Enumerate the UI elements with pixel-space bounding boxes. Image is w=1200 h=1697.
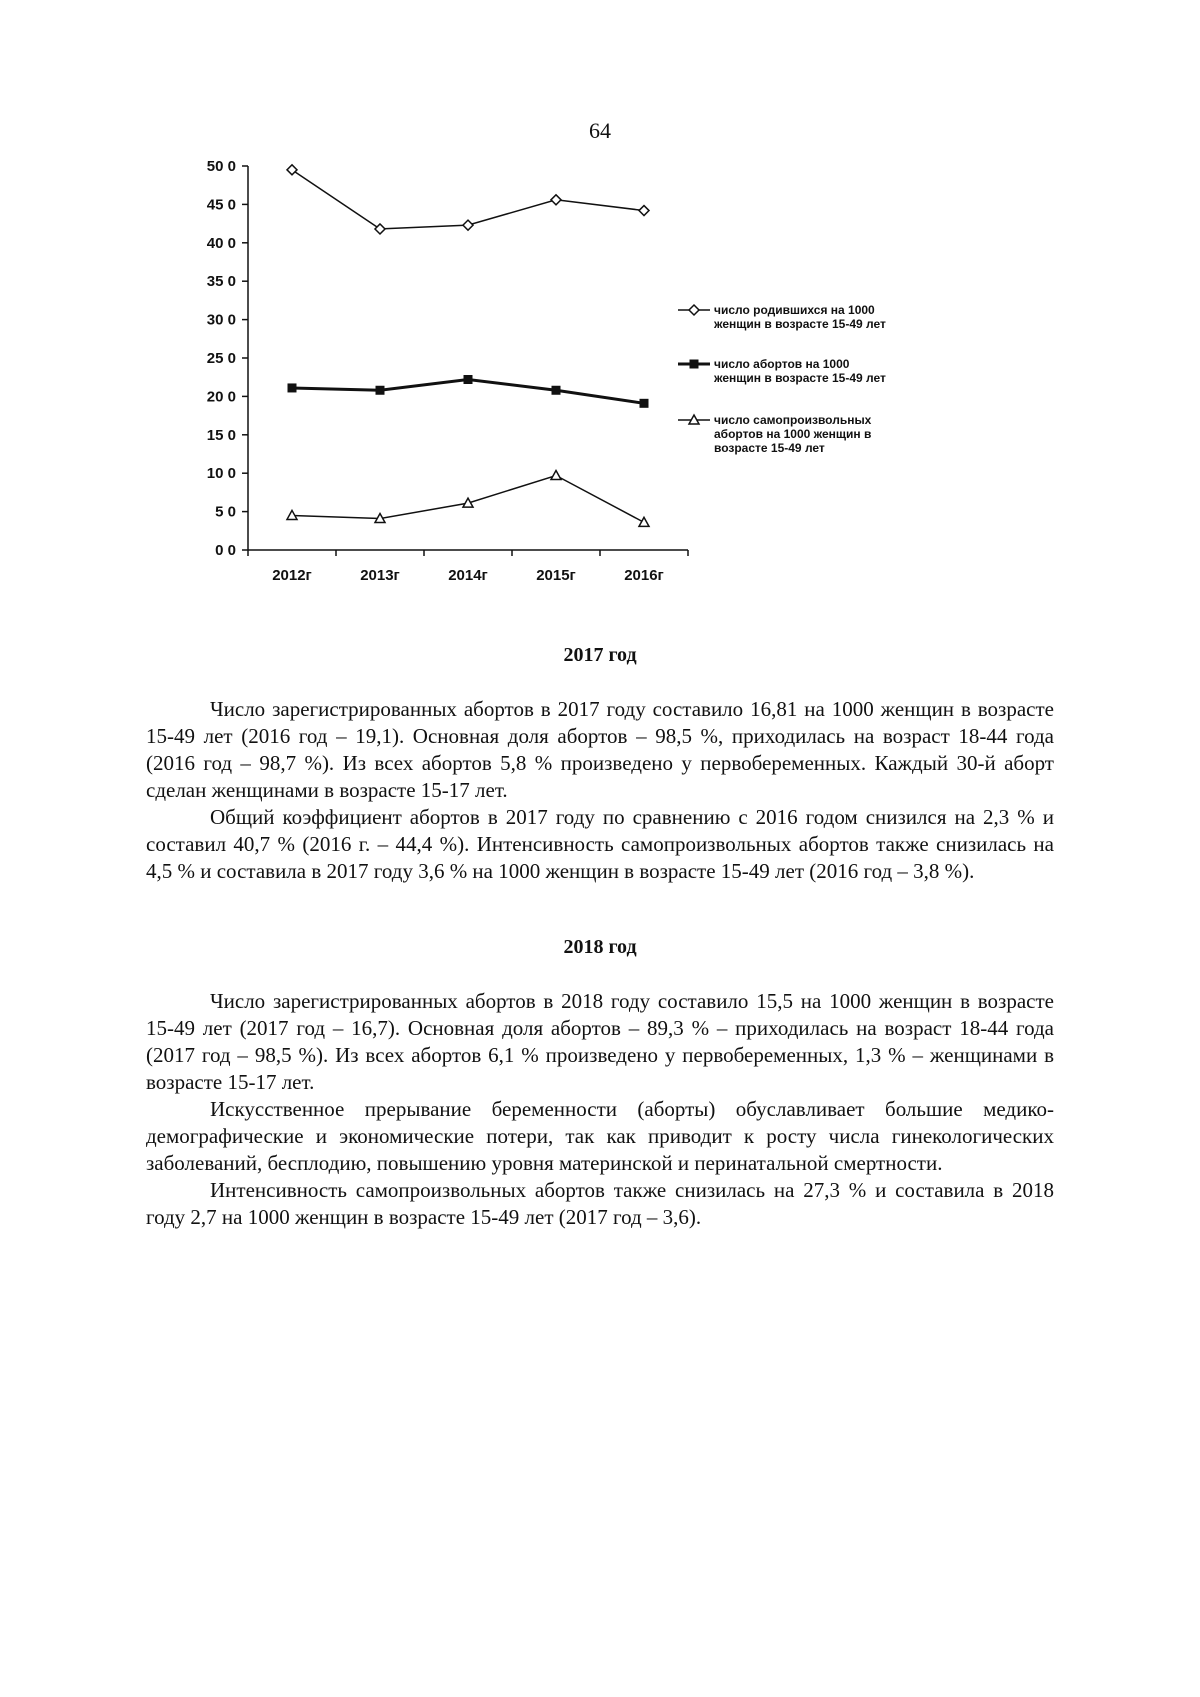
legend-label: абортов на 1000 женщин в [714, 427, 872, 441]
section-body-2018 [146, 988, 1054, 1231]
y-tick-label: 30 0 [206, 311, 236, 329]
x-tick-label: 2016г [624, 567, 664, 584]
x-tick-label: 2012г [272, 567, 312, 584]
legend-label: женщин в возрасте 15-49 лет [714, 371, 886, 385]
paragraph: Искусственное прерывание беременности (аборты) обуславливает большие медико-демографические и экономические потери, так как приводит к росту числа гинекологических заболеваний, бесплодию, повышению уровня материнской и перинатальной смертности. [146, 1097, 1054, 1175]
data-point [551, 195, 561, 205]
y-tick-label: 15 0 [206, 426, 236, 444]
data-point [288, 384, 296, 392]
y-tick-label: 0 0 [215, 542, 236, 559]
x-tick-label: 2015г [536, 567, 576, 584]
x-tick-label: 2013г [360, 567, 400, 584]
legend-label: женщин в возрасте 15-49 лет [714, 317, 886, 331]
data-point [639, 517, 649, 526]
paragraph: Общий коэффициент абортов в 2017 году по сравнению с 2016 годом снизился на 2,3 % и составил 40,7 % (2016 г. – 44,4 %). Интенсивность самопроизвольных абортов также снизилась на 4,5 % и составила в 2017 году 3,6 % на 1000 женщин в возрасте 15-49 лет (2016 год – 3,8 %). [146, 805, 1054, 883]
y-tick-label: 25 0 [206, 350, 236, 367]
data-point [464, 376, 472, 384]
paragraph: Число зарегистрированных абортов в 2017 году составило 16,81 на 1000 женщин в возрасте 15-49 лет (2016 год – 19,1). Основная доля абортов – 98,5 %, приходилась на возраст 18-44 года (2016 год – 98,7 %). Из всех абортов 5,8 % произведено у первобеременных. Каждый 30-й аборт сделан женщинами в возрасте 15-17 лет. [146, 697, 1054, 802]
y-tick-label: 20 0 [206, 388, 236, 406]
legend-label: возрасте 15-49 лет [714, 441, 825, 455]
y-tick-label: 40 0 [206, 234, 236, 252]
legend-label: число родившихся на 1000 [714, 303, 875, 317]
data-point [551, 471, 561, 480]
section-body-2017 [146, 696, 1054, 885]
page-number: 64 [589, 118, 611, 143]
y-tick-label: 35 0 [206, 273, 236, 291]
data-point [552, 386, 560, 394]
y-tick-label: 45 0 [206, 196, 236, 214]
y-tick-label: 10 0 [206, 465, 236, 483]
legend-marker [690, 360, 698, 368]
section-title-2017: 2017 год [563, 644, 637, 666]
data-point [287, 165, 297, 175]
paragraph: Интенсивность самопроизвольных абортов также снизилась на 27,3 % и составила в 2018 году 2,7 на 1000 женщин в возрасте 15-49 лет (2017 год – 3,6). [146, 1178, 1054, 1229]
data-point [639, 206, 649, 216]
section-title-2018: 2018 год [563, 936, 637, 958]
legend-marker [689, 305, 699, 315]
data-point [640, 399, 648, 407]
y-tick-label: 50 0 [206, 158, 236, 175]
legend-label: число абортов на 1000 [714, 357, 850, 371]
legend-label: число самопроизвольных [714, 413, 872, 427]
chart-svg [200, 158, 1060, 658]
data-point [376, 386, 384, 394]
x-tick-label: 2014г [448, 567, 488, 584]
paragraph: Число зарегистрированных абортов в 2018 году составило 15,5 на 1000 женщин в возрасте 15-49 лет (2017 год – 16,7). Основная доля абортов – 89,3 % – приходилась на возраст 18-44 года (2017 год – 98,5 %). Из всех абортов 6,1 % произведено у первобеременных, 1,3 % – женщинами в возрасте 15-17 лет. [146, 989, 1054, 1094]
y-tick-label: 5 0 [215, 503, 236, 521]
data-point [463, 220, 473, 230]
data-point [375, 224, 385, 234]
line-chart [200, 158, 1060, 658]
